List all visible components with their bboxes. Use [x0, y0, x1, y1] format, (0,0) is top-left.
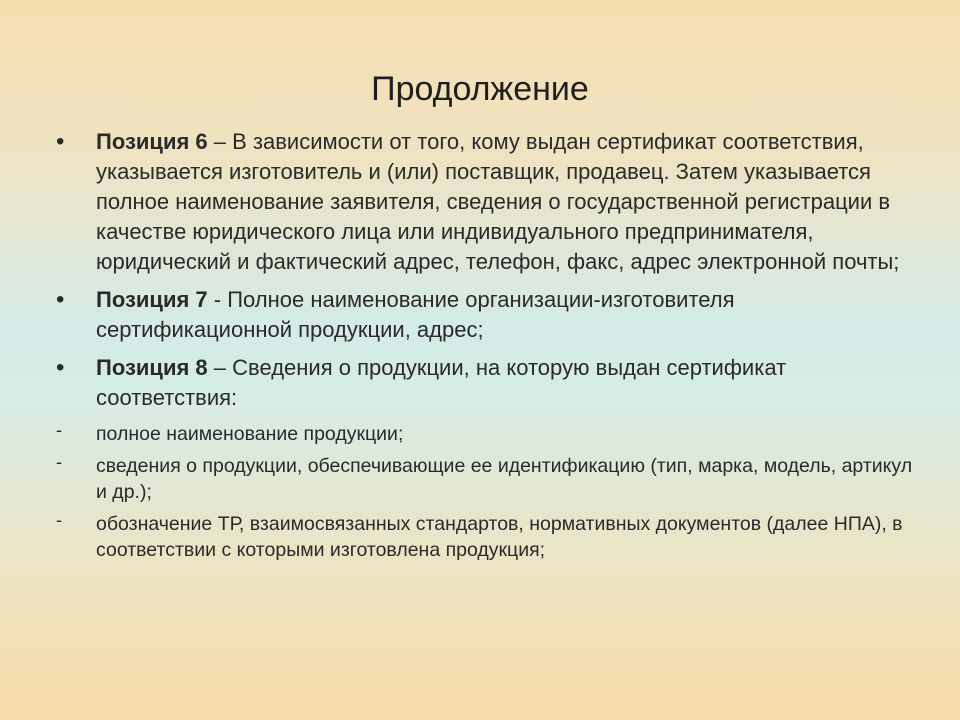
list-item: [56, 127, 916, 277]
item-text: - Полное наименование организации-изготовителя сертификационной продукции, адрес;: [96, 287, 735, 342]
sub-item-text: сведения о продукции, обеспечивающие ее идентификацию (тип, марка, модель, артикул и др.);: [96, 455, 913, 503]
item-heading: Позиция 8: [96, 355, 208, 380]
sub-list-item: [56, 421, 916, 447]
item-text: – Сведения о продукции, на которую выдан сертификат соответствия:: [96, 355, 787, 410]
item-text: – В зависимости от того, кому выдан сертификат соответствия, указывается изготовитель и (или) поставщик, продавец. Затем указывается полное наименование заявителя, сведения о государственной регистрации в качестве юридического лица или индивидуального предпринимателя, юридический и фактический адрес, телефон, факс, адрес электронной почты;: [96, 129, 900, 274]
bullet-icon: •: [56, 354, 65, 381]
dash-icon: -: [56, 452, 62, 472]
sub-item-text: обозначение ТР, взаимосвязанных стандартов, нормативных документов (далее НПА), в соответствии с которыми изготовлена продукция;: [96, 513, 903, 561]
bullet-icon: •: [56, 128, 65, 155]
item-heading: Позиция 7: [96, 287, 208, 312]
item-heading: Позиция 6: [96, 129, 208, 154]
bullet-list: [56, 127, 916, 569]
list-item: [56, 353, 916, 413]
sub-item-text: полное наименование продукции;: [96, 423, 404, 445]
sub-list-item: [56, 511, 916, 563]
list-item: [56, 285, 916, 345]
bullet-icon: •: [56, 286, 65, 313]
dash-icon: -: [56, 510, 62, 530]
sub-list-item: [56, 453, 916, 505]
slide-title: Продолжение: [371, 70, 589, 108]
dash-icon: -: [56, 420, 62, 440]
